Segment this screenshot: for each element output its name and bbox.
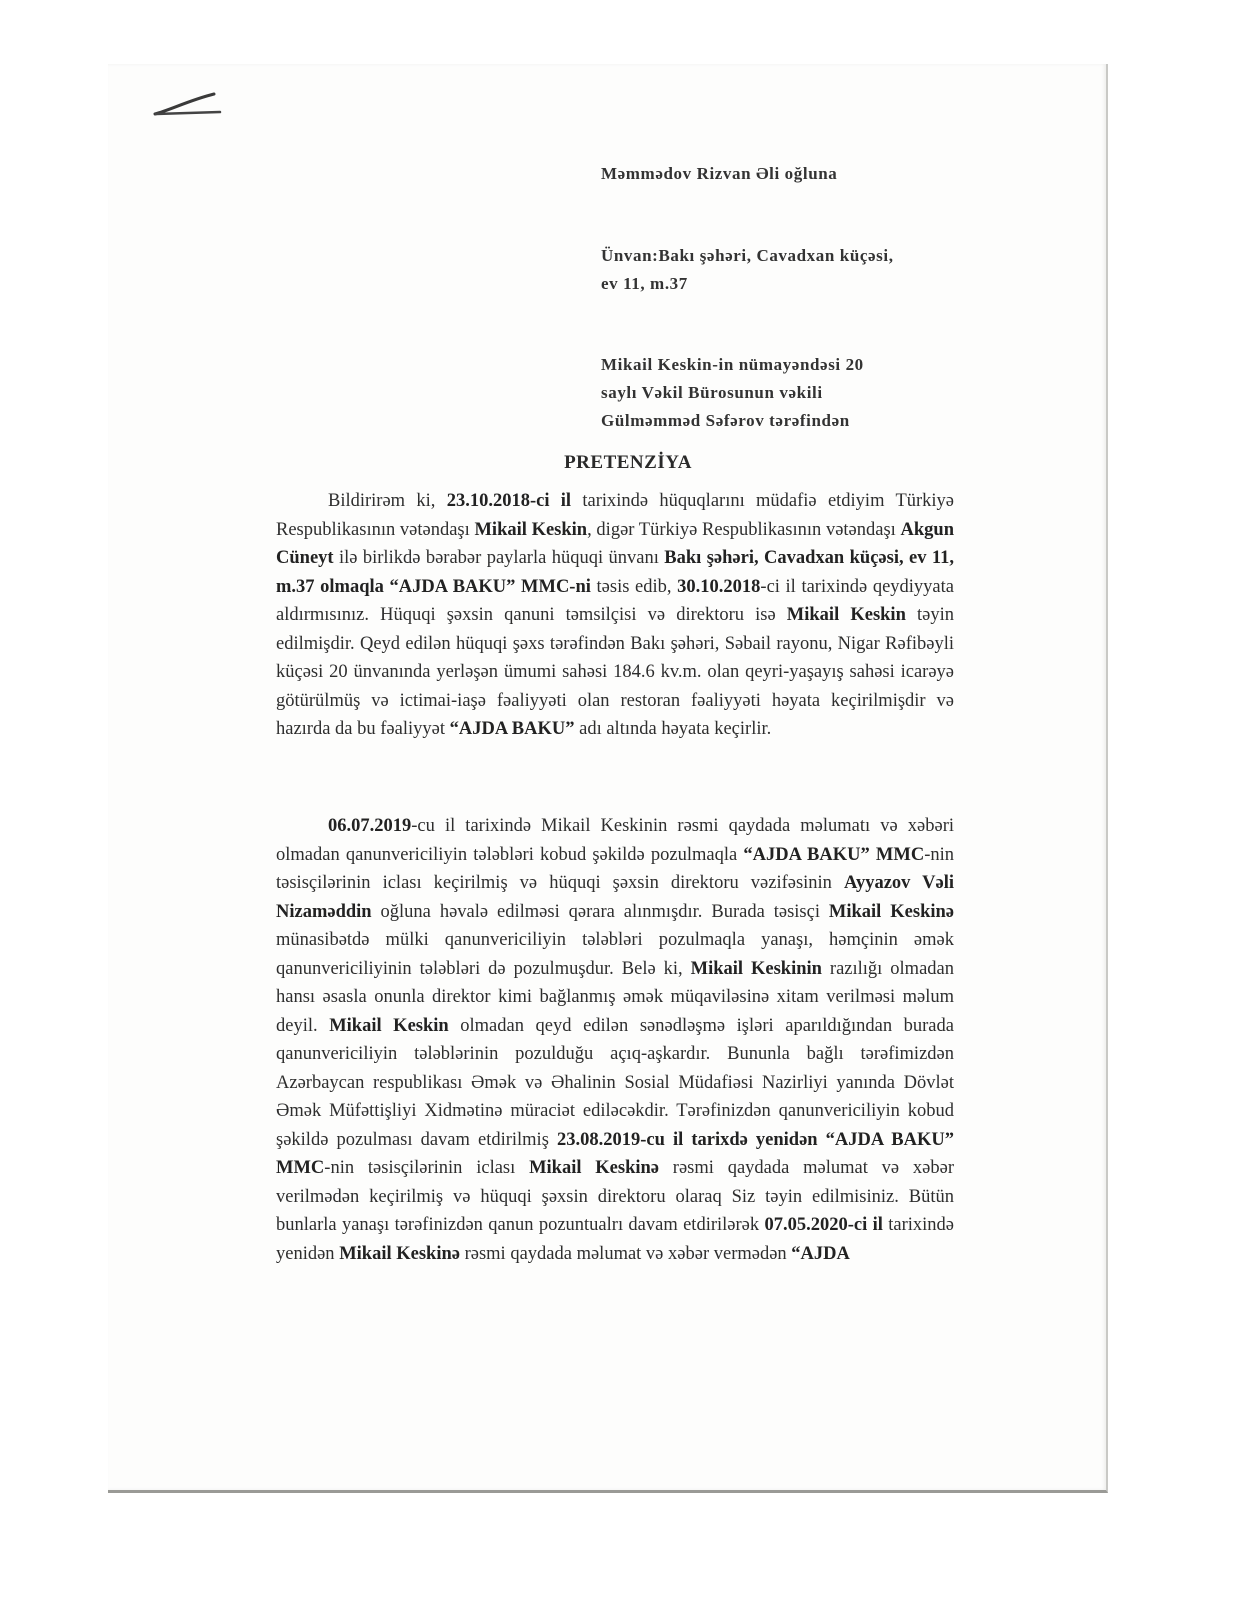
bold-text-run: Bakı şəhəri, Cavadxan küçəsi, ev 11, m.37 olmaqla “AJDA BAKU” MMC-ni	[276, 548, 955, 597]
text-run: tarixində hüquqlarını müdafiə etdiyim Türkiyə Respublikasının vətəndaşı	[276, 491, 955, 540]
text-run: rəsmi qaydada məlumat və xəbər verilmədən keçirilmiş və hüquqi şəxsin direktoru olaraq Siz təyin edilmisiniz. Bütün bunlarla yanaşı tərəfinizdən qanun pozuntualrı davam etdirilərək	[276, 1158, 955, 1235]
bold-text-run: Mikail Keskinə	[828, 901, 954, 922]
bold-text-run: Ayyazov Vəli Nizaməddin	[276, 873, 954, 922]
sender-line1: Mikail Keskin-in nümayəndəsi 20	[601, 355, 864, 374]
sender-line3: Gülməmməd Səfərov tərəfindən	[601, 411, 850, 430]
text-run: rəsmi qaydada məlumat və xəbər vermədən	[459, 1243, 792, 1264]
text-run: olmadan qeyd edilən sənədləşmə işləri aparıldığından burada qanunvericiliyin tələblərinin pozulduğu açıq-aşkardır. Bununla bağlı tərəfimizdən Azərbaycan respublikası Əmək və Əhalinin Sosial Müdafiəsi Nazirliyi yanında Dövlət Əmək Müfəttişliyi Xidmətinə müraciət ediləcəkdir. Tərəfinizdən qanunvericiliyin kobud şəkildə pozulması davam etdirilmiş	[276, 1015, 954, 1150]
bold-text-run: Mikail Keskinə	[529, 1158, 660, 1178]
text-run: təyin edilmişdir. Qeyd edilən hüquqi şəxs tərəfindən Bakı şəhəri, Səbail rayonu, Nigar Rəfibəyli küçəsi 20 ünvanında yerləşən ümumi sahəsi 184.6 kv.m. olan qeyri-yaşayış sahəsi icarəyə götürülmüş və ictimai-iaşə fəaliyyəti olan restoran fəaliyyəti həyata keçirilmişdir və hazırda da bu fəaliyyət	[276, 605, 954, 739]
recipient-name: Məmmədov Rizvan Əli oğluna	[601, 164, 838, 183]
bold-text-run: Mikail Keskinə	[339, 1243, 460, 1264]
bold-text-run: 07.05.2020-ci il	[764, 1215, 883, 1235]
recipient-address-line1: Ünvan:Bakı şəhəri, Cavadxan küçəsi,	[601, 246, 894, 265]
text-run: oğluna həvalə edilməsi qərara alınmışdır. Burada təsisçi	[371, 901, 829, 922]
pen-mark-icon	[150, 90, 230, 120]
recipient-address	[601, 242, 961, 298]
document-title: PRETENZİYA	[564, 452, 692, 473]
text-run: razılığı olmadan hansı əsasla onunla direktor kimi bağlanmış əmək müqaviləsinə xitam verilməsi məlum deyil.	[276, 958, 954, 1036]
bold-text-run: 06.07.2019	[328, 816, 412, 836]
bold-text-run: “AJDA BAKU” MMC	[743, 844, 925, 865]
bold-text-run: Mikail Keskin	[786, 605, 906, 625]
paragraph-text	[276, 812, 954, 1268]
bold-text-run: Akgun Cüneyt	[276, 519, 954, 568]
text-run: ilə birlikdə bərabər paylarla hüquqi ünvanı	[333, 548, 665, 568]
text-run: -cu il tarixində Mikail Keskinin rəsmi qaydada məlumatı və xəbəri olmadan qanunvericiliyin tələbləri kobud şəkildə pozulmaqla	[276, 816, 954, 865]
text-run: , digər Türkiyə Respublikasının vətəndaşı	[587, 519, 901, 540]
bold-text-run: Mikail Keskin	[329, 1015, 449, 1036]
text-run: -nin təsisçilərinin iclası	[324, 1158, 530, 1178]
text-run: adı altında həyata keçirlir.	[574, 719, 772, 739]
sender-line2: saylı Vəkil Bürosunun vəkili	[601, 383, 823, 402]
paragraph-text	[276, 487, 954, 744]
bold-text-run: 30.10.2018	[677, 576, 761, 597]
text-run: -ci il tarixində qeydiyyata aldırmısınız. Hüquqi şəxsin qanuni təmsilçisi və direktoru isə	[276, 576, 954, 625]
text-run: -nin təsisçilərinin iclası keçirilmiş və hüquqi şəxsin direktoru vəzifəsinin	[276, 844, 954, 893]
bold-text-run: 23.08.2019-cu il tarixdə yenidən “AJDA BAKU” MMC	[276, 1129, 955, 1178]
text-run: münasibətdə mülki qanunvericiliyin tələbləri pozulmaqla yanaşı, həmçinin əmək qanunvericiliyinin tələbləri də pozulmuşdur. Belə ki,	[276, 930, 954, 979]
bold-text-run: Mikail Keskin	[474, 519, 588, 540]
bold-text-run: 23.10.2018-ci il	[446, 491, 572, 511]
recipient-address-line2: ev 11, m.37	[601, 274, 688, 293]
bold-text-run: Mikail Keskinin	[690, 958, 822, 979]
bold-text-run: “AJDA BAKU”	[449, 719, 575, 739]
bold-text-run: “AJDA	[791, 1243, 850, 1264]
text-run: Bildirirəm ki,	[328, 491, 447, 511]
text-run: tarixində yenidən	[276, 1215, 954, 1264]
sender-block	[601, 351, 931, 435]
body-paragraph-2	[276, 812, 954, 1268]
text-run: təsis edib,	[590, 576, 678, 597]
body-paragraph-1	[276, 487, 954, 744]
